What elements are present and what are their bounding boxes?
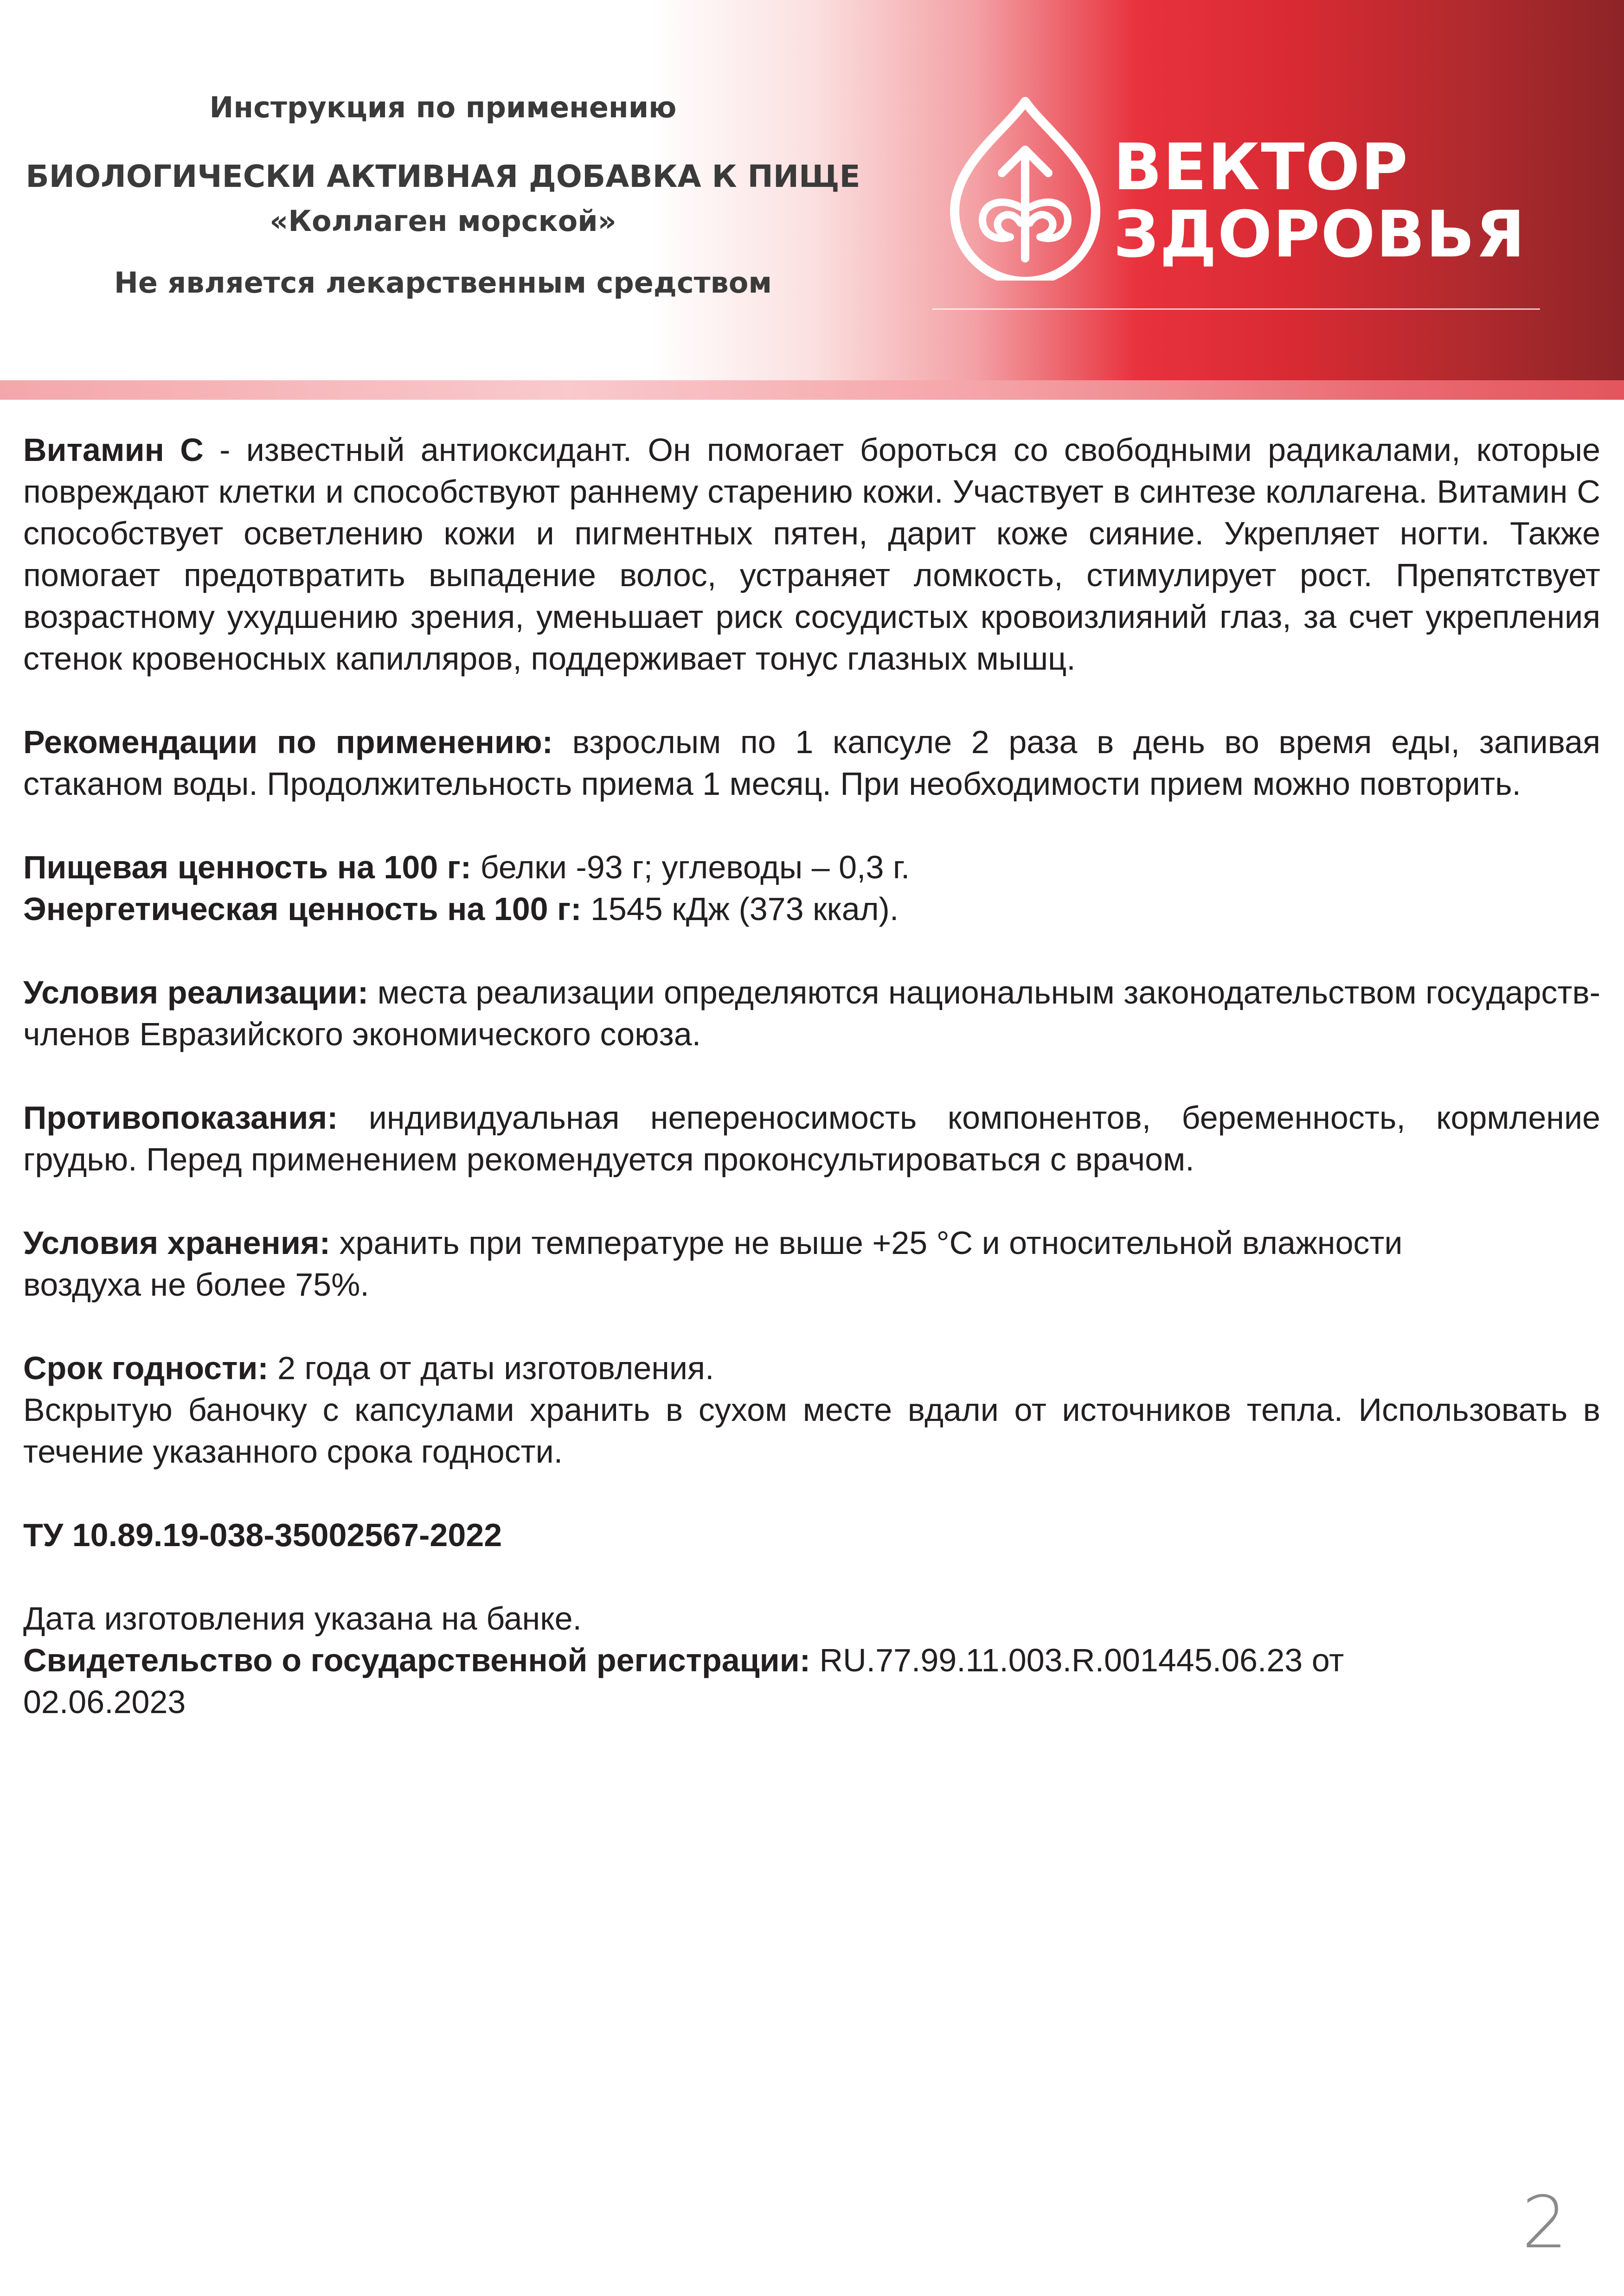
contraindications-label: Противопоказания: <box>23 1100 338 1136</box>
vitamin-c-text: - известный антиоксидант. Он помогает бороться со свободными радикалами, которые повреждают клетки и способствуют раннему старению кожи. Участвует в синтезе коллагена. Витамин С способствует осветлению кожи и пигментных пятен, дарит коже сияние. Укрепляет ногти. Также помогает предотвратить выпадение волос, устраняет ломкость, стимулирует рост. Препятствует возрастному ухудшению зрения, уменьшает риск сосудистых кровоизлияний глаз, за счет укрепления стенок кровеносных капилляров, поддерживает тонус глазных мышц. <box>23 432 1600 677</box>
drop-arrow-leaves-icon <box>942 95 1109 281</box>
nutrition-text: белки -93 г; углеводы – 0,3 г. <box>471 849 910 885</box>
energy-line <box>23 888 1600 930</box>
manufacture-date-line: Дата изготовления указана на банке. <box>23 1600 582 1637</box>
storage-paragraph <box>23 1222 1600 1305</box>
shelf-life-text: 2 года от даты изготовления. <box>268 1350 714 1386</box>
contraindications-paragraph <box>23 1097 1600 1180</box>
brand-name-line1: ВЕКТОР <box>1113 130 1409 205</box>
contraindications-text: индивидуальная непереносимость компонентов, беременность, кормление грудью. Перед применением рекомендуется проконсультироваться с врачом. <box>23 1100 1600 1177</box>
sale-conditions-text: места реализации определяются национальным законодательством государств-членов Евразийского экономического союза. <box>23 974 1600 1052</box>
instruction-body <box>23 429 1600 1723</box>
registration-paragraph <box>23 1639 1600 1723</box>
nutrition-line <box>23 846 1600 888</box>
sale-conditions-paragraph <box>23 972 1600 1055</box>
storage-label: Условия хранения: <box>23 1225 331 1261</box>
storage-text-line1: хранить при температуре не выше +25 °С и относительной влажности <box>330 1225 1403 1261</box>
vitamin-c-label: Витамин С <box>23 432 204 468</box>
shelf-life-label: Срок годности: <box>23 1350 269 1386</box>
recommendations-label: Рекомендации по применению: <box>23 724 553 760</box>
brand-name-line2: ЗДОРОВЬЯ <box>1113 197 1526 272</box>
shelf-life-line <box>23 1347 1600 1389</box>
nutrition-label: Пищевая ценность на 100 г: <box>23 849 472 885</box>
product-category: БИОЛОГИЧЕСКИ АКТИВНАЯ ДОБАВКА К ПИЩЕ <box>26 159 860 194</box>
recommendations-text: взрослым по 1 капсуле 2 раза в день во время еды, запивая стаканом воды. Продолжительность приема 1 месяц. При необходимости прием можно повторить. <box>23 724 1600 802</box>
logo-divider <box>932 308 1540 310</box>
page-number: 2 <box>1521 2181 1568 2264</box>
tu-line <box>23 1514 1600 1556</box>
vitamin-c-paragraph <box>23 429 1600 679</box>
instruction-title: Инструкция по применению <box>209 90 677 124</box>
tu-label: ТУ 10.89.19-038-35002567-2022 <box>23 1517 502 1553</box>
header-stripe <box>0 380 1624 400</box>
recommendations-paragraph <box>23 721 1600 805</box>
not-medicine-notice: Не является лекарственным средством <box>114 266 772 300</box>
registration-text-line1: RU.77.99.11.003.R.001445.06.23 от <box>810 1642 1344 1678</box>
energy-label: Энергетическая ценность на 100 г: <box>23 891 582 927</box>
registration-label: Свидетельство о государственной регистрации: <box>23 1642 811 1678</box>
storage-text-line2: воздуха не более 75%. <box>23 1266 369 1303</box>
sale-conditions-label: Условия реализации: <box>23 974 369 1010</box>
registration-text-line2: 02.06.2023 <box>23 1684 186 1720</box>
product-name: «Коллаген морской» <box>270 204 616 238</box>
energy-text: 1545 кДж (373 ккал). <box>581 891 899 927</box>
shelf-life-note: Вскрытую баночку с капсулами хранить в сухом месте вдали от источников тепла. Использовать в течение указанного срока годности. <box>23 1392 1600 1470</box>
